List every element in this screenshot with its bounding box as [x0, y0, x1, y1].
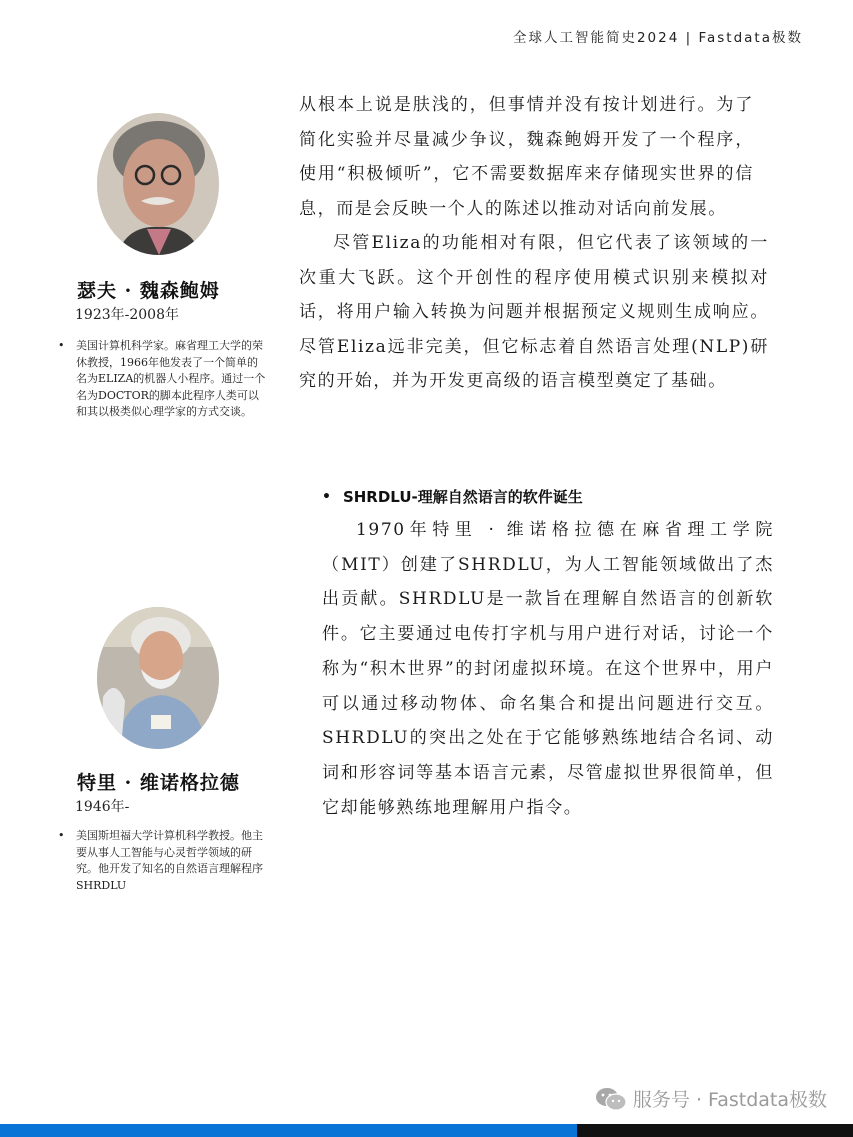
watermark-text: 服务号 · Fastdata极数 — [632, 1089, 827, 1111]
section-heading — [322, 486, 777, 507]
person-name: 瑟夫 · 魏森鲍姆 — [77, 280, 220, 302]
person-name: 特里 · 维诺格拉德 — [77, 772, 240, 794]
bullet-icon: • — [322, 488, 331, 505]
person-bio-list — [58, 828, 268, 894]
section-heading-text: SHRDLU-理解自然语言的软件诞生 — [342, 488, 583, 506]
watermark — [595, 1085, 827, 1112]
person-bio: • 美国斯坦福大学计算机科学教授。他主要从事人工智能与心灵哲学领域的研究。他开发了知名的自然语言理解程序SHRDLU — [58, 828, 268, 894]
portrait-winograd — [97, 607, 219, 749]
page-header: 全球人工智能简史2024 | Fastdata极数 — [512, 30, 803, 46]
portrait-weizenbaum-icon — [97, 113, 219, 255]
bottom-bar-accent — [0, 1124, 577, 1137]
body-paragraph: 1970年特里 · 维诺格拉德在麻省理工学院（MIT）创建了SHRDLU，为人工智能领域做出了杰出贡献。SHRDLU是一款旨在理解自然语言的创新软件。它主要通过电传打字机与用户进行对话，讨论一个称为“积木世界”的封闭虚拟环境。在这个世界中，用户可以通过移动物体、命名集合和提出问题进行交互。SHRDLU的突出之处在于它能够熟练地结合名词、动词和形容词等基本语言元素，尽管虚拟世界很简单，但它却能够熟练地理解用户指令。 — [322, 520, 774, 818]
person-years: 1923年-2008年 — [75, 307, 179, 323]
wechat-icon — [595, 1086, 627, 1112]
portrait-winograd-icon — [97, 607, 219, 749]
bottom-bar-dark — [577, 1124, 853, 1137]
person-bio: • 美国计算机科学家。麻省理工大学的荣休教授，1966年他发表了一个简单的名为ELIZA的机器人小程序。通过一个名为DOCTOR的脚本此程序人类可以和其以极类似心理学家的方式交谈。 — [58, 338, 268, 421]
bottom-bar — [0, 1124, 853, 1137]
person-bio-list — [58, 338, 268, 421]
body-paragraph: 尽管Eliza的功能相对有限，但它代表了该领域的一次重大飞跃。这个开创性的程序使用模式识别来模拟对话，将用户输入转换为问题并根据预定义规则生成响应。尽管Eliza远非完美，但它标志着自然语言处理(NLP)研究的开始，并为开发更高级的语言模型奠定了基础。 — [299, 233, 769, 391]
main-content — [299, 88, 779, 399]
shrdlu-section — [322, 486, 777, 825]
portrait-weizenbaum — [97, 113, 219, 255]
body-paragraph: 从根本上说是肤浅的，但事情并没有按计划进行。为了简化实验并尽量减少争议，魏森鲍姆开发了一个程序，使用“积极倾听”，它不需要数据库来存储现实世界的信息，而是会反映一个人的陈述以推动对话向前发展。 — [299, 95, 754, 219]
person-years: 1946年- — [75, 799, 130, 815]
